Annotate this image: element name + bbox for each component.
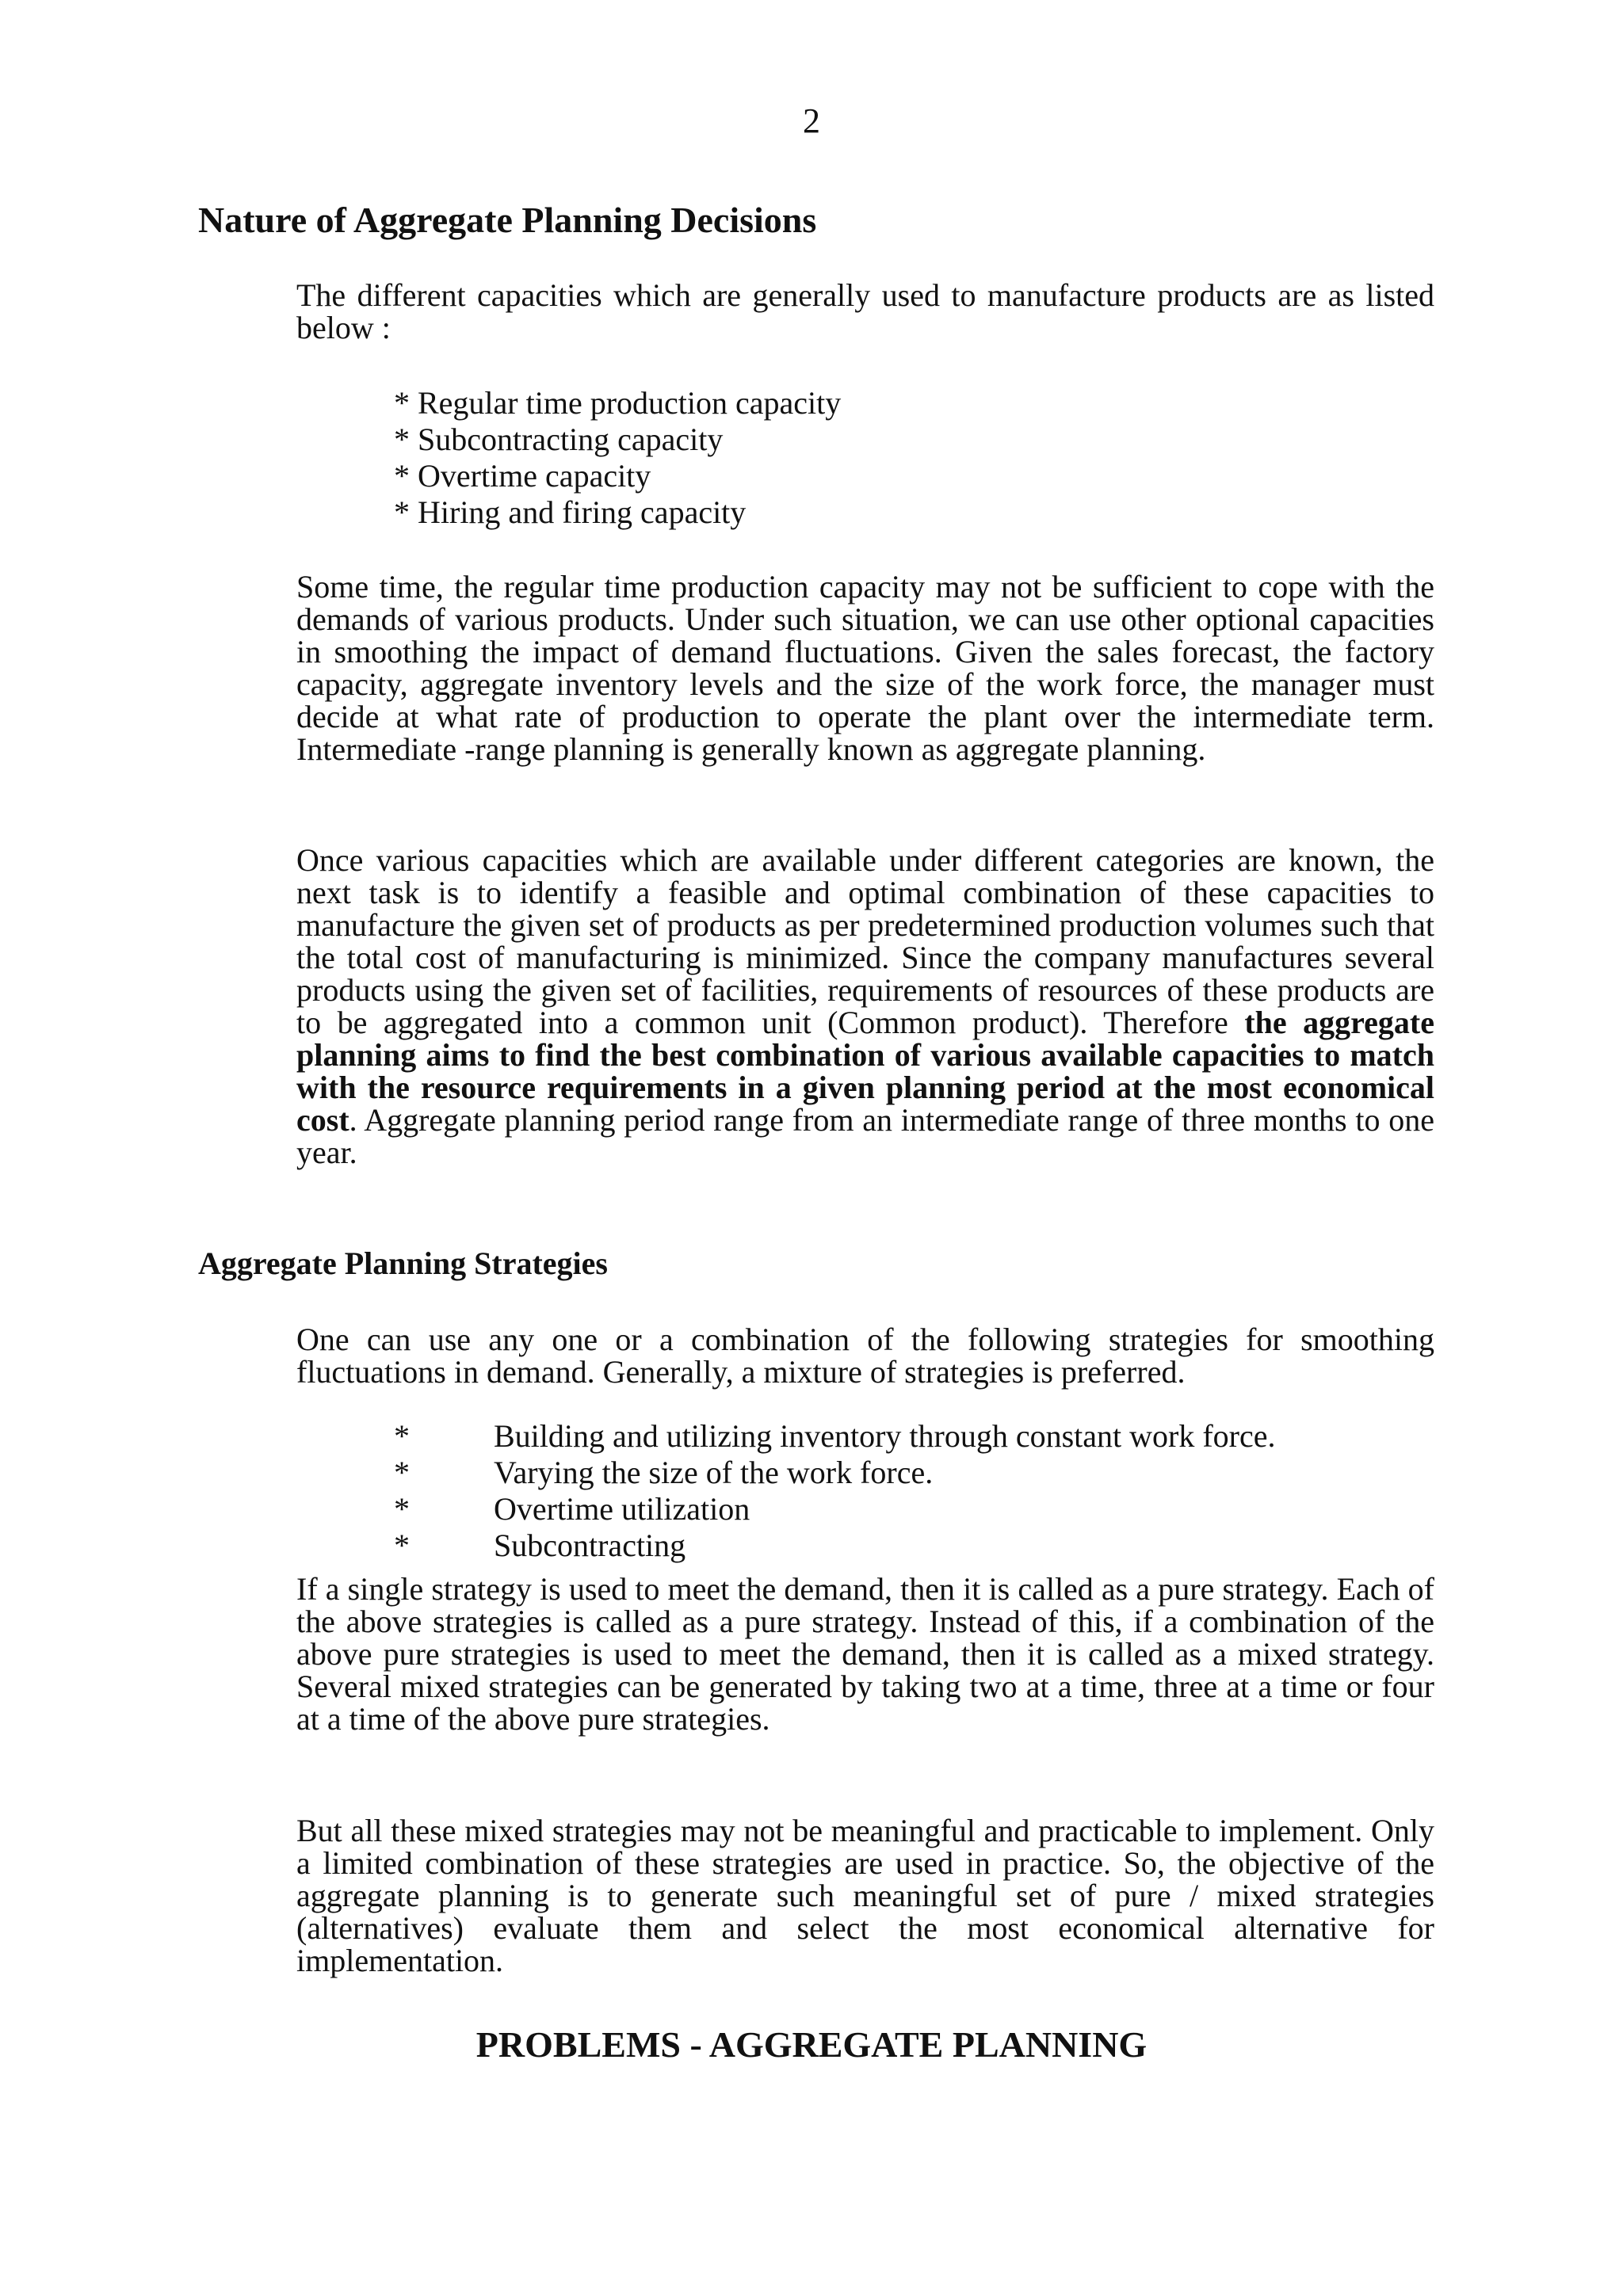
paragraph-regular-capacity: Some time, the regular time production capacity may not be sufficient to cope with the demands of various products. Under such situation, we can use other optional capacities in smoothing the impact of demand fluctuations. Given the sales forecast, the factory capacity, aggregate inventory levels and the size of the work force, the manager must decide at what rate of production to operate the plant over the intermediate term. Intermediate -range planning is generally known as aggregate planning. <box>296 569 1434 767</box>
bullet-star: * <box>394 1527 410 1563</box>
section-heading-nature: Nature of Aggregate Planning Decisions <box>198 200 817 240</box>
paragraph-text: . Aggregate planning period range from an intermediate range of three months to one year. <box>296 1102 1434 1170</box>
list-item-text: Varying the size of the work force. <box>494 1455 934 1490</box>
paragraph-capacities-intro: The different capacities which are generally used to manufacture products are as listed below : <box>296 277 1434 345</box>
list-item-text: Overtime utilization <box>494 1491 750 1527</box>
list-item: * Overtime capacity <box>394 458 651 494</box>
section-heading-strategies: Aggregate Planning Strategies <box>198 1245 608 1281</box>
list-item-text: Building and utilizing inventory through constant work force. <box>494 1418 1276 1454</box>
bullet-star: * <box>394 1491 410 1527</box>
paragraph-objective: But all these mixed strategies may not be meaningful and practicable to implement. Only a limited combination of these strategies are used in practice. So, the objective of the aggregate planning is to generate such meaningful set of pure / mixed strategies (alternatives) evaluate them and select the most economical alternative for implementation. <box>296 1813 1434 1978</box>
strategies-list <box>394 1418 1275 1564</box>
list-item: * Hiring and firing capacity <box>394 494 747 530</box>
bold-definition: the aggregate planning aims to find the best combination of various available capacities to match with the resource requirements in a given planning period at the most economical cost <box>296 1005 1435 1138</box>
bullet-star: * <box>394 1418 410 1454</box>
list-item: * Regular time production capacity <box>394 385 842 421</box>
paragraph-strategies-intro: One can use any one or a combination of the following strategies for smoothing fluctuations in demand. Generally, a mixture of strategies is preferred. <box>296 1322 1434 1390</box>
list-item: * Subcontracting capacity <box>394 421 724 457</box>
paragraph-pure-mixed: If a single strategy is used to meet the demand, then it is called as a pure strategy. Each of the above strategies is called as a pure strategy. Instead of this, if a combination of the above pure strategies is used to meet the demand, then it is called as a mixed strategy. Several mixed strategies can be generated by taking two at a time, three at a time or four at a time of the above pure strategies. <box>296 1571 1434 1737</box>
capacities-list <box>394 385 841 531</box>
page-number: 2 <box>803 101 820 140</box>
list-item <box>394 1418 1275 1455</box>
problems-heading: PROBLEMS - AGGREGATE PLANNING <box>475 2024 1148 2065</box>
paragraph-aggregate-aims <box>296 844 1434 1169</box>
list-item-text: Subcontracting <box>494 1527 686 1563</box>
paragraph-text: Once various capacities which are available under different categories are known, the next task is to identify a feasible and optimal combination of these capacities to manufacture the given set of products as per predetermined production volumes such that the total cost of manufacturing is minimized. Since the company manufactures several products using the given set of facilities, requirements of resources of these products are to be aggregated into a common unit (Common product). Therefore <box>296 842 1434 1040</box>
list-item <box>394 1491 1275 1527</box>
list-item <box>394 1527 1275 1564</box>
bullet-star: * <box>394 1455 410 1490</box>
list-item <box>394 1455 1275 1491</box>
